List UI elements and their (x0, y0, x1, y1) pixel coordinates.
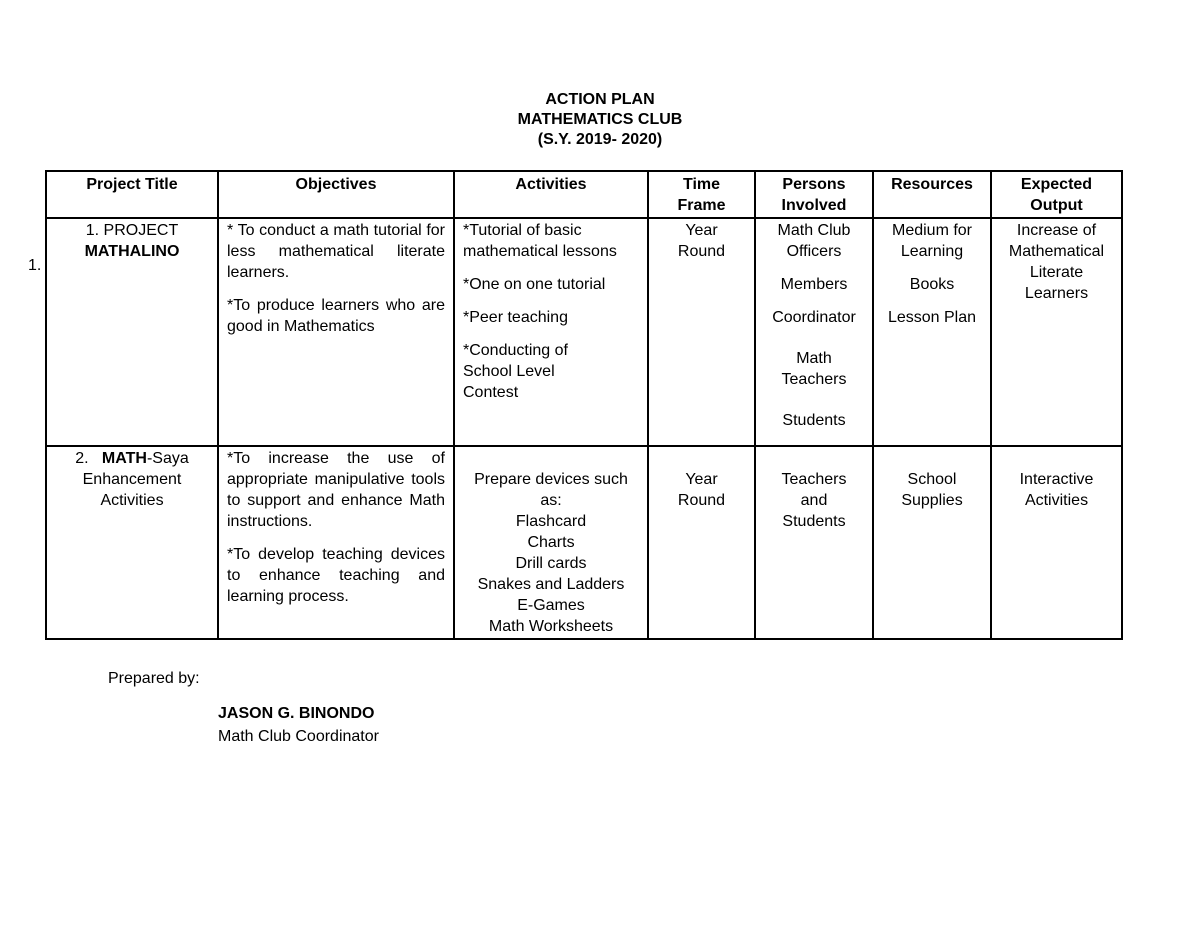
objective-item: *To produce learners who are good in Mathematics (227, 297, 445, 335)
person-item: Members (780, 276, 848, 293)
objective-item: *To develop teaching devices to enhance teaching and learning process. (227, 546, 445, 605)
objectives-cell (218, 218, 454, 446)
activity-item: *One on one tutorial (463, 276, 606, 293)
person-item: Math Club Officers (777, 222, 851, 260)
person-item: Students (782, 412, 846, 429)
activity-item: E-Games (517, 597, 585, 614)
document-title (0, 90, 1200, 150)
activity-item: *Conducting of School Level Contest (463, 342, 568, 401)
side-list-number: 1. (28, 257, 42, 274)
col-header-objectives: Objectives (218, 171, 454, 218)
activities-cell (454, 446, 648, 639)
activity-item: Charts (527, 534, 575, 551)
time-frame-cell (648, 218, 755, 446)
objective-item: * To conduct a math tutorial for less mathematical literate learners. (227, 222, 445, 281)
output-cell (991, 218, 1122, 446)
persons-value: Teachers and Students (781, 471, 847, 530)
activity-item: Math Worksheets (488, 618, 614, 635)
time-frame-cell (648, 446, 755, 639)
project-title-name: MATH (101, 450, 147, 467)
person-item: Math Teachers (781, 350, 847, 388)
col-header-expected-output: Expected Output (991, 171, 1122, 218)
activities-cell (454, 218, 648, 446)
output-value: Increase of Mathematical Literate Learners (1008, 222, 1105, 302)
activity-item: Drill cards (515, 555, 587, 572)
project-title-name: MATHALINO (84, 243, 180, 260)
persons-cell (755, 218, 873, 446)
table-row (46, 218, 1122, 446)
activity-item: *Peer teaching (463, 309, 568, 326)
objective-item: *To increase the use of appropriate manipulative tools to support and enhance Math instructions. (227, 450, 445, 530)
project-title-prefix: 1. PROJECT (85, 222, 179, 239)
col-header-persons-involved: Persons Involved (755, 171, 873, 218)
col-header-activities: Activities (454, 171, 648, 218)
title-line-1: ACTION PLAN (545, 91, 655, 108)
resource-item: Medium for Learning (891, 222, 973, 260)
prepared-by-label: Prepared by: (108, 670, 200, 687)
signatory-name: JASON G. BINONDO (218, 705, 375, 722)
persons-cell (755, 446, 873, 639)
table-row (46, 446, 1122, 639)
resource-item: Books (909, 276, 955, 293)
resource-item: Lesson Plan (887, 309, 977, 326)
person-item: Coordinator (772, 309, 856, 326)
title-line-3: (S.Y. 2019- 2020) (537, 131, 663, 148)
output-cell (991, 446, 1122, 639)
project-title-cell (46, 446, 218, 639)
activity-item: *Tutorial of basic mathematical lessons (463, 222, 617, 260)
time-frame-value: Year Round (677, 471, 726, 509)
output-value: Interactive Activities (1019, 471, 1094, 509)
resources-value: School Supplies (901, 471, 963, 509)
time-frame-value: Year Round (677, 222, 726, 260)
activity-item: Flashcard (515, 513, 587, 530)
resources-cell (873, 218, 991, 446)
objectives-cell (218, 446, 454, 639)
signatory-role: Math Club Coordinator (218, 728, 379, 745)
activity-intro: Prepare devices such as: (474, 471, 628, 509)
table-header-row (46, 171, 1122, 218)
project-title-rest: -Saya Enhancement Activities (82, 450, 189, 509)
project-title-cell (46, 218, 218, 446)
activity-item: Snakes and Ladders (477, 576, 625, 593)
resources-cell (873, 446, 991, 639)
col-header-resources: Resources (873, 171, 991, 218)
col-header-time-frame: Time Frame (648, 171, 755, 218)
project-title-number: 2. (75, 450, 89, 467)
title-line-2: MATHEMATICS CLUB (517, 111, 683, 128)
col-header-project-title: Project Title (46, 171, 218, 218)
action-plan-table (45, 170, 1123, 640)
